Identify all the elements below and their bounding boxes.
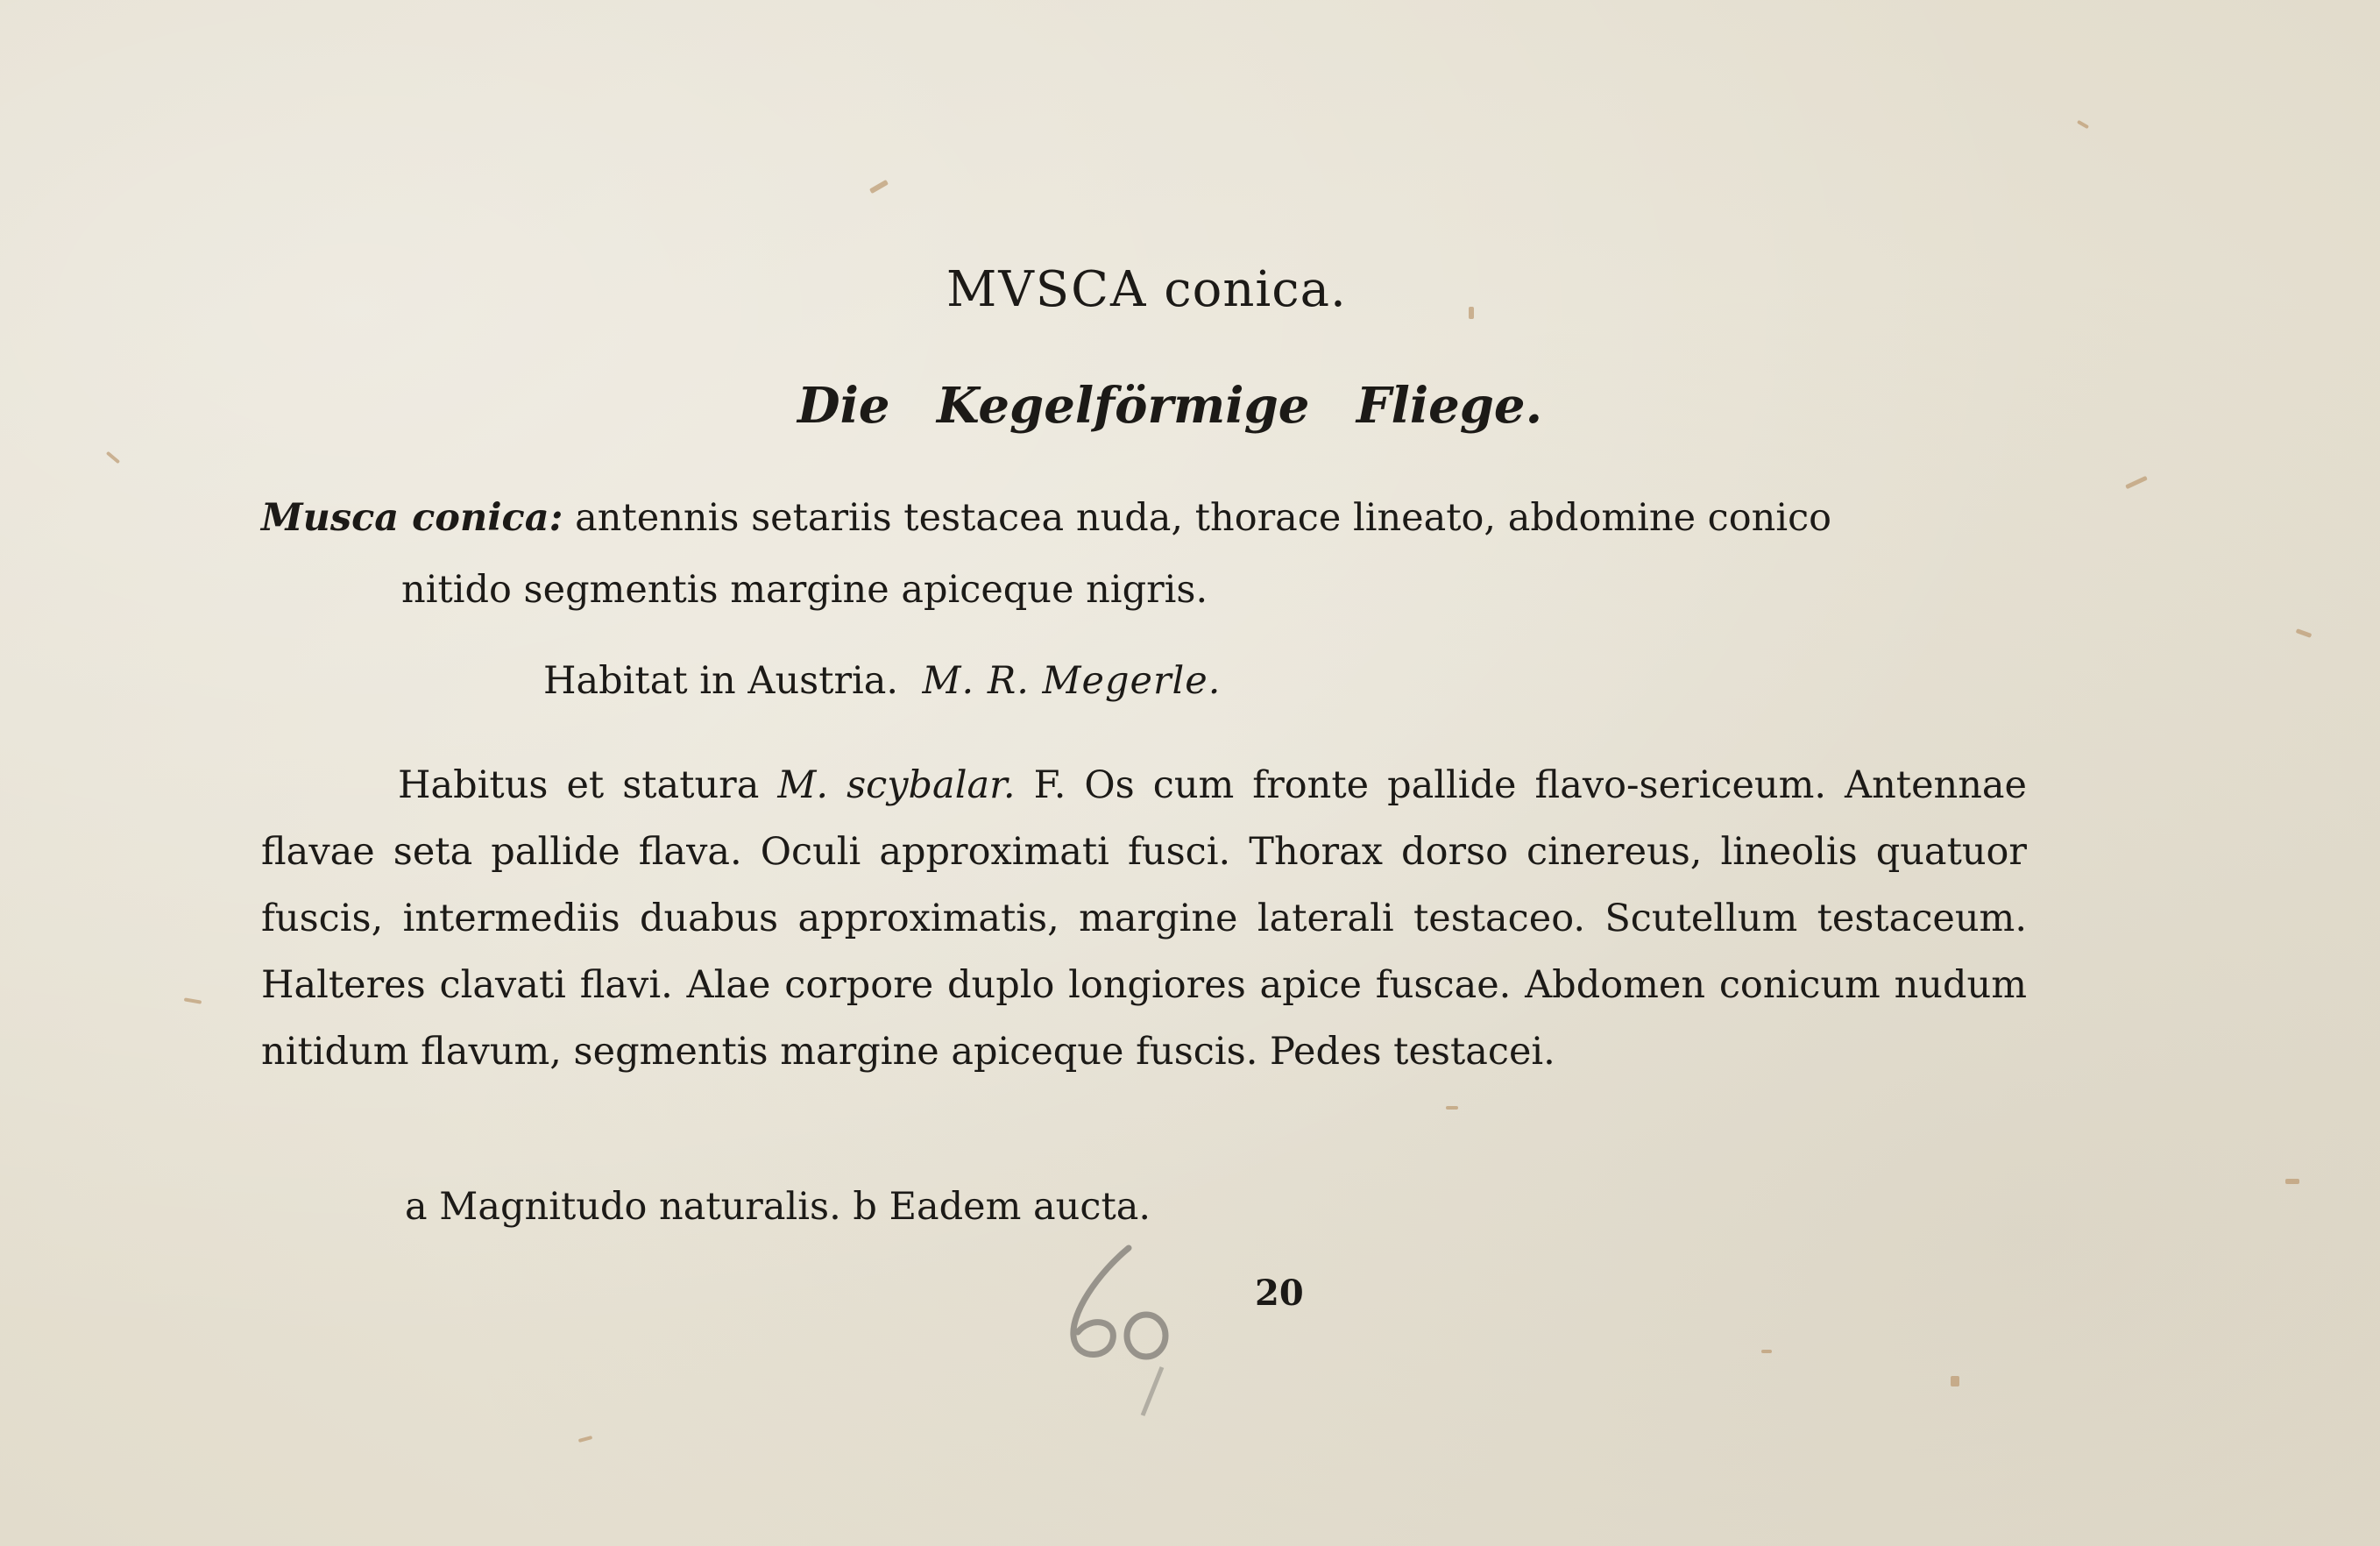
pencil-stroke <box>1127 1315 1165 1357</box>
description-part1: Habitus et statura <box>398 763 760 807</box>
pencil-stroke <box>1073 1248 1129 1355</box>
species-name: conica. <box>1164 261 1347 318</box>
pencil-stroke <box>1143 1367 1162 1415</box>
diagnosis <box>261 482 2027 612</box>
common-name: Die Kegelförmige Fliege. <box>797 377 1543 435</box>
paper-fleck <box>869 180 889 194</box>
habitat-text: Habitat in Austria. <box>543 659 899 703</box>
figure-caption: a Magnitudo naturalis. b Eadem aucta. <box>405 1185 1151 1229</box>
paper-fleck <box>1469 307 1474 319</box>
genus-name: MVSCA <box>946 261 1148 318</box>
paper-fleck <box>2125 476 2148 490</box>
habitat-line <box>543 659 1221 703</box>
description-reference: M. scybalar. <box>777 763 1016 807</box>
paper-fleck <box>1446 1106 1458 1110</box>
paper-fleck <box>578 1436 592 1443</box>
pencil-annotation <box>1048 1236 1197 1420</box>
paper-fleck <box>2077 120 2089 129</box>
diagnosis-line2: nitido segmentis margine apiceque nigris. <box>401 568 1208 612</box>
description-paragraph <box>261 752 2027 1085</box>
paper-fleck <box>184 997 202 1003</box>
species-title <box>946 261 1347 318</box>
description-part2: F. Os cum fronte pallide flavo-sericeum. Antennae flavae seta pallide flava. Oculi approximati fusci. Thorax dorso cinereus, lineolis quatuor fuscis, intermediis duabus approximatis, margine laterali testaceo. Scutellum testaceum. Halteres clavati flavi. Alae corpore duplo longiores apice fuscae. Abdomen conicum nudum nitidum flavum, segmentis margine apiceque fuscis. Pedes testacei. <box>261 763 2027 1074</box>
paper-fleck <box>1951 1376 1959 1386</box>
diagnosis-line1: antennis setariis testacea nuda, thorace lineato, abdomine conico <box>575 496 1832 540</box>
paper-fleck <box>1761 1350 1772 1353</box>
pencil-note-text: 60 <box>1123 1410 1125 1412</box>
page-number: 20 <box>1255 1273 1304 1314</box>
diagnosis-name: Musca conica: <box>261 496 563 540</box>
paper-fleck <box>2296 628 2313 638</box>
habitat-collector: M. R. Megerle. <box>922 659 1222 703</box>
paper-fleck <box>2285 1179 2299 1184</box>
paper-fleck <box>106 451 120 465</box>
